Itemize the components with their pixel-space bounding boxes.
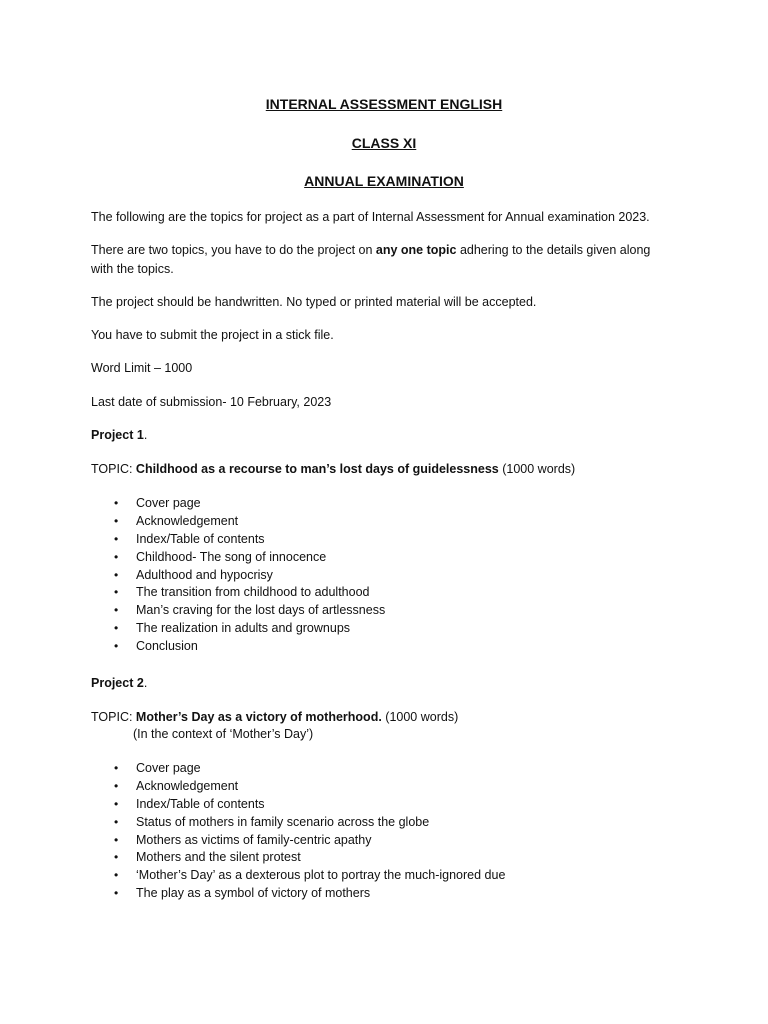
- bullet-icon: •: [114, 567, 119, 582]
- project-1-label-period: .: [143, 428, 148, 442]
- bullet-icon: •: [114, 585, 119, 600]
- project-1-topic-title: Childhood as a recourse to man’s lost days of guidelessness: [135, 462, 499, 476]
- project-2-topic-title: Mother’s Day as a victory of motherhood.: [135, 710, 382, 724]
- project-2-label-text: Project 2: [91, 676, 144, 690]
- list-item: • ‘Mother’s Day’ as a dexterous plot to portray the much-ignored due: [91, 867, 505, 885]
- project-2-topic-prefix: TOPIC:: [91, 710, 136, 724]
- bullet-icon: •: [114, 496, 119, 510]
- project-1-topic: [91, 460, 671, 479]
- list-item: • Adulthood and hypocrisy: [91, 567, 385, 585]
- bullet-icon: •: [114, 814, 119, 829]
- list-item: • Man’s craving for the lost days of artlessness: [91, 602, 385, 620]
- bullet-icon: •: [114, 603, 119, 618]
- project-1-topic-words: (1000 words): [498, 462, 576, 476]
- project-1-label-text: Project 1: [91, 428, 144, 442]
- intro-paragraph-4: You have to submit the project in a stick file.: [91, 328, 334, 342]
- list-item: • Index/Table of contents: [91, 796, 505, 814]
- project-2-outline: [91, 760, 505, 903]
- intro-paragraph-2-end: adhering to the details given along with the topics.: [91, 243, 651, 276]
- document-title: INTERNAL ASSESSMENT ENGLISH: [265, 96, 503, 112]
- project-1-outline: [91, 495, 385, 656]
- list-item: • The play as a symbol of victory of mothers: [91, 885, 505, 903]
- intro-paragraph-2: [91, 241, 671, 279]
- project-1-label: [91, 426, 671, 445]
- list-item: • The transition from childhood to adulthood: [91, 584, 385, 602]
- bullet-icon: •: [114, 621, 119, 636]
- bullet-icon: •: [114, 868, 119, 883]
- bullet-icon: •: [114, 639, 119, 654]
- submission-date: Last date of submission- 10 February, 2023: [91, 395, 332, 409]
- bullet-icon: •: [114, 549, 119, 564]
- list-item: • Conclusion: [91, 638, 385, 656]
- bullet-icon: •: [114, 531, 119, 546]
- class-heading: CLASS XI: [351, 135, 417, 151]
- bullet-icon: •: [114, 778, 119, 793]
- list-item: • The realization in adults and grownups: [91, 620, 385, 638]
- bullet-icon: •: [114, 850, 119, 865]
- word-limit: Word Limit – 1000: [91, 361, 193, 375]
- list-item: • Index/Table of contents: [91, 531, 385, 549]
- bullet-icon: •: [114, 761, 119, 775]
- list-item: • Mothers as victims of family-centric apathy: [91, 832, 505, 850]
- exam-heading: ANNUAL EXAMINATION: [304, 173, 464, 189]
- project-2-label: [91, 674, 671, 693]
- project-2-topic-words: (1000 words): [381, 710, 459, 724]
- bullet-icon: •: [114, 832, 119, 847]
- project-2-label-period: .: [143, 676, 148, 690]
- project-2-context: (In the context of ‘Mother’s Day’): [133, 727, 314, 741]
- intro-paragraph-1: The following are the topics for project as a part of Internal Assessment for Annual examination 2023.: [91, 210, 650, 224]
- intro-paragraph-2-emphasis: any one topic: [375, 243, 457, 257]
- bullet-icon: •: [114, 796, 119, 811]
- bullet-icon: •: [114, 886, 119, 901]
- list-item: • Childhood- The song of innocence: [91, 549, 385, 567]
- list-item: • Mothers and the silent protest: [91, 849, 505, 867]
- list-item: • Cover page: [91, 495, 385, 513]
- list-item: • Cover page: [91, 760, 505, 778]
- list-item: • Acknowledgement: [91, 778, 505, 796]
- intro-paragraph-3: The project should be handwritten. No typed or printed material will be accepted.: [91, 295, 537, 309]
- list-item: • Acknowledgement: [91, 513, 385, 531]
- project-1-topic-prefix: TOPIC:: [91, 462, 136, 476]
- list-item: • Status of mothers in family scenario across the globe: [91, 814, 505, 832]
- bullet-icon: •: [114, 513, 119, 528]
- intro-paragraph-2-start: There are two topics, you have to do the project on: [91, 243, 376, 257]
